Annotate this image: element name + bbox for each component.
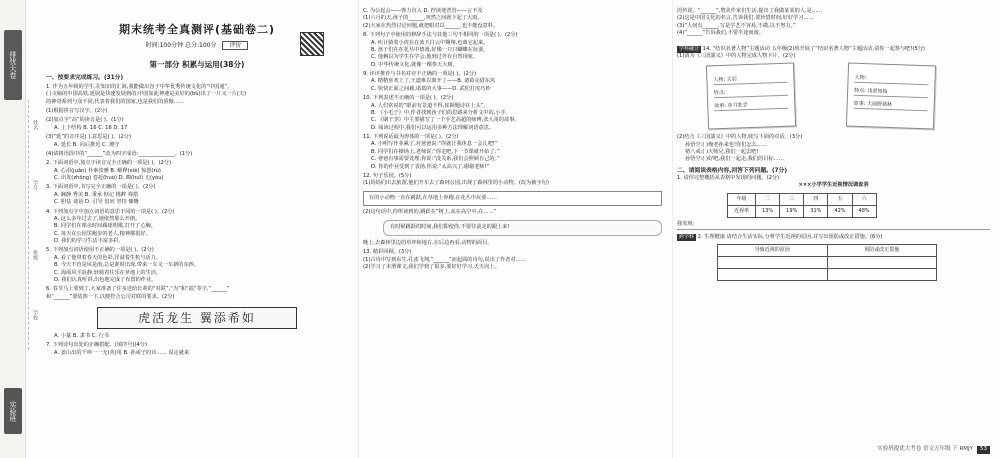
question-text: (2)加点字“高”的读音是( )。(1分) [46,117,124,124]
question-text: (1)根据拼音写汉字。(2分) [46,108,108,115]
subject-tag: 跨学科 [679,233,695,240]
options: D. 中华传统文化,就像一棵参天大树。 [371,61,458,68]
question-text: (2)结合《三国演义》中的人物,续写下面的对话。(3分) [677,134,803,141]
card-label: 人物: [854,74,867,82]
speech-bubble: 有时候跳跃的时间,我们即使你,不要往前走的跟上来! [383,220,662,235]
card-label: 故事: [853,100,866,108]
card-value: 关羽 [726,76,737,84]
question-text: 5. 下列加点词语使用不正确的一项是( )。(2分) [46,247,154,254]
options: B. 《小毛子》中,作者找到孩子们的思路来分析文中的,小手。 [371,109,511,116]
card-line [714,101,788,112]
question-2 [677,234,990,241]
answer-cell[interactable] [827,257,937,269]
options: A. 延长 B. 向后推迟 C. 遵守 [54,141,120,148]
answer-line[interactable] [677,221,990,230]
question-text: 3. 下面词语中,书写完全正确的一项是( )。(2分) [46,184,156,191]
brand-logo: 排忧大卷 [4,30,22,100]
question-text: 1. 作为五年级的学生,在知识的汇海,我能做出谷子中华优秀传统文化的“中国通”。 [46,83,233,90]
page-footer [877,446,990,454]
question-text: 14. “结识名著人物”主题活动 五年级(2)班开展了“结识名著人物”主题活动,请你一起参与吧!(5分) [702,45,925,52]
table-row [728,205,877,217]
table-cell: 13% [756,205,780,217]
table-header-cell: 年级 [728,193,756,205]
column-1 [42,0,352,458]
seal-label: 学校 [32,310,39,320]
question-text: 9. 评评推荐与书名对应不正确的一项是( )。(2分) [363,71,477,77]
question-text: (2)这是中国文化的名言,告诉我们,要珍惜时间,好好学习…… [677,15,814,22]
table-header-cell: 预防或改正措施 [827,245,937,257]
card-label: 人物: [713,77,726,84]
seal-line [28,100,42,350]
cause-table [717,244,937,281]
footer-text: 实验班提优大考卷 语文五年级 下 RMJY [877,446,973,453]
character-cards [677,64,990,134]
column-2 [358,0,666,458]
character-card [706,63,796,130]
question-text: 2. 下面词语中,加点字读音完全正确的一项是( )。(2分) [46,160,172,167]
options: D. 阅读过程中,我们可以运用多种方法理解词语意思。 [371,124,495,131]
calligraphy-image: 虎活龙生 翼添希如 [97,307,297,329]
card-label: 特点: [713,90,726,97]
card-line[interactable] [854,75,928,86]
options: D. 我们认真听讲,出色地完成了布置的作业。 [54,276,157,283]
page-title: 期末统考全真测评(基础卷二) [118,23,276,36]
options: D. 我们的学习生活丰富多彩。 [54,238,124,245]
brand-logo-2: 实验班 [4,388,22,434]
section-heading: 二、请阅读表格内容,回答下列问题。(7分) [677,167,788,174]
table-cell: 48% [852,205,876,217]
question-14 [677,46,990,53]
question-text: 2. 生理健康 请结合生活实际,分析学生近视的原因,并写出预防或改正措施。(6分) [697,233,883,240]
card-line[interactable] [714,88,788,99]
table-row [728,193,877,205]
table-cell: 19% [780,205,804,217]
options: C. 每天在公园里跑步的老人,精神都很好。 [54,230,151,237]
options: D. 你的作业受到了表扬,你说:“太高兴了,谢谢老师!” [371,163,490,170]
question-text: (1)请为《三国演义》中的人物完成人物卡片。(2分) [677,52,796,59]
options: C. 快快正面之间被,诸葛的大事——D. 武松打虎巧妙 [371,85,491,92]
answer-cell[interactable] [718,269,828,281]
options: C. 出发(zhōng) 卷起(huò) D. 晦(huī) 无(yóu) [54,175,164,182]
exam-info-text: 时间:100分钟 总分:100分 [145,41,217,49]
table-cell: 42% [828,205,852,217]
card-label: 特点: [854,87,866,95]
table-cell: 31% [804,205,828,217]
table-header-cell: 三 [780,193,804,205]
seal-label: 学号 [32,180,39,190]
question-text: 7. 下列诗句出处的正确搭配。(填序号)(4分) [46,342,147,349]
quote-box: 有的小动物一直在跳跃,在草地上奔跑,在花丛中玩耍…… [363,191,662,206]
myopia-table [727,193,877,218]
part-heading: 第一部分 积累与运用(38分) [149,60,245,70]
question-text: 8. 下列句子中使用的修辞手法与其他三句不相同的一项是( )。(2分) [363,32,518,39]
question-text: (2)学习了本册课文,我们学到了很多,要好好学习,天天向上。 [363,263,500,270]
table-row [718,245,937,257]
question-text: (3)“延”的音序是( ),意思是( )。(2分) [46,134,131,141]
qr-code-icon [300,32,324,56]
question-text: 的神奇系列与众不同,代表着我们的国家,也是我们的骄傲…… [46,98,185,105]
table-header-cell: 六 [852,193,876,205]
card-value: 浅虑如梭 [867,88,888,96]
question-text: 1. 请你完整概括从表格中发现的问题。(2分) [677,174,780,181]
card-line [854,101,928,112]
table-header-cell: 导致近视的原因 [718,245,828,257]
question-text: 4. 下列加点字中加点词语的意思不同的一项是( )。(2分) [46,208,175,215]
options: B. 同学们在操场上,老师说:“你走吧,下一节课就开始了。” [371,148,500,155]
dialog-line: 孙悟空:( )俺老孙来也!你们怎么…… [685,141,768,148]
question-text: 的传说。“______”,赞美作家们生活,提出了我做某某的人,是…… [677,8,823,14]
options: C. 爸爸有事需要处理,你说:“没关系,我们会照顾自己的。” [371,156,500,163]
table-row [718,269,937,281]
options: C. 他俩以为学生在学会,他到过外有自然现象。 [371,54,479,61]
options: C. 胆怯 谈话 D. 引导 盘问 坚持 慷慨 [54,199,139,206]
score-label: 评价 [222,41,248,50]
find-label: 我发现: [677,220,695,227]
character-card [846,63,936,130]
card-line [713,75,787,86]
options: A. 疾计骑着小虎在在蓝天白云中翱翔,也离它起来。 [371,39,489,46]
question-text: 11. 下列说话最为得体的一项是( )。(2分) [363,134,459,140]
answer-cell[interactable] [827,269,937,281]
table-header-cell: 二 [756,193,780,205]
card-label: 故事: [714,103,727,110]
question-text: (2)这句话中,你所读到的,跳跃在“树上,从在高空中,在……” [363,209,497,215]
question-text: 和“______”要装饰一下,以便符合公司对联的要求。(2分) [46,293,175,300]
table-header-cell: 四 [804,193,828,205]
column-3 [672,0,994,458]
subject-tag: 学科融合 [679,45,700,52]
section-heading: 一、按要求完成练习。(31分) [46,74,124,81]
question-text: ( )文稿的中国高铁,延展是快速发展到的;中国如此神速是美好的(bǔ)出了一片又一片(天) [46,91,247,98]
answer-cell[interactable] [718,257,828,269]
question-text: (1)古诗中写到东生,孔雀飞翔,“______”而起面的诗句,说出了作者对…… [363,256,526,263]
table-title: ×××小学学生近视情况调查表 [798,182,869,189]
question-text: (4)“______”告诉我们,不要半途而废。 [677,30,764,37]
options: A. 上下结构 B. 16 C. 16 D. 17 [54,124,128,131]
options: A. 人们常说的“眼前有景道不得,崔颢题诗在上头”。 [371,102,489,109]
dialog-line: 猪八戒:( )大师兄,我们一起去吧! [685,149,759,155]
question-text: 6. 春节马上要到了,大家准备了许多送给长辈的“对联”,“为”和“福”等字,“______” [46,286,230,293]
options: B. 孩子们在在花丛中嬉戏,好像一只只蝴蝶在玩耍。 [371,46,489,53]
spine-bar [0,0,26,458]
options: A. 小明写作业累了,对爸爸说:“你就让我休息一会儿吧!” [371,141,498,148]
options: C. 《刷子李》中主要描写了一个手艺高超的师傅,张大哥的故事。 [371,117,520,124]
options: C. 海面风平浪静,轻骑着往乐在草地上的生活。 [54,269,162,276]
table-cell: 近视率 [728,205,756,217]
question-text: 晚上,去森林里边的草坪和地方,在后边再看,动物的面目。 [363,239,493,246]
dialog-line: 孙悟空:( )好吧,我们一起走,我们的目标…… [685,156,784,163]
card-value: 单刀赴会 [727,102,748,110]
question-text: 13. 精彩回顾。(3分) [363,249,412,256]
options: A. 精精喜欢上了,王道难以离开了——B. 诸葛亮借东风 [371,78,496,85]
options: A. 心涓(juǎn) 朴素淡雅 B. 解释(xiè) 惊怒(rù) [54,167,161,174]
seal-label: 班级 [32,250,39,260]
options: A. 娴静 秀美 B. 秉承 惦记 挑衅 筹措 [54,191,139,198]
card-line [854,88,928,99]
table-row [718,257,937,269]
options: B. 今天不管是风是雨,总是准时出现,带来一车又一车新的东西。 [54,262,200,269]
question-text: 10. 下列表述不正确的一项是( )。(2分) [363,95,454,102]
options: A. 小篆 B. 隶书 C. 行书 [54,333,109,340]
options: A. 看了他带着春天的色彩,洋溢着生机与活力。 [54,254,161,261]
question-text: (1)六月的天,孩子的______,突然之间就下起了大雨。 [363,15,483,22]
options: C. 为公起会——弹力直入 D. 控读迷普管——言不及 [363,8,483,14]
card-value: 大闹野猪林 [866,101,893,109]
page-number: 53 [977,446,990,454]
question-text: (4)请将语段中的“______”改为四字成语:______________。(1分) [46,150,193,157]
seal-label: 姓名 [32,120,39,130]
question-text: (3)“人间有______,写是学艺不容易,不做,以不努力。” [677,22,796,29]
table-header-cell: 五 [828,193,852,205]
question-text: (1)妈妈们出去旅游,他们开车去了森林公园,出现了森林里的小动物。(改为被字句) [363,180,549,187]
question-text: (2)大家在热烈讨论问题,就把眼对以______,也不能没意料。 [363,22,499,29]
options: B. 同学们在课余时间踢球唱歌,打开了心胸。 [54,223,156,230]
question-text: 12. 句子乐园。(5分) [363,172,412,179]
options: A. 姜山出的千呼一一无(英)用 B. 孙顽子的诗…… 说定就来 [54,349,190,356]
options: A. 这么多年过去了,她依然那么开朗。 [54,215,141,222]
